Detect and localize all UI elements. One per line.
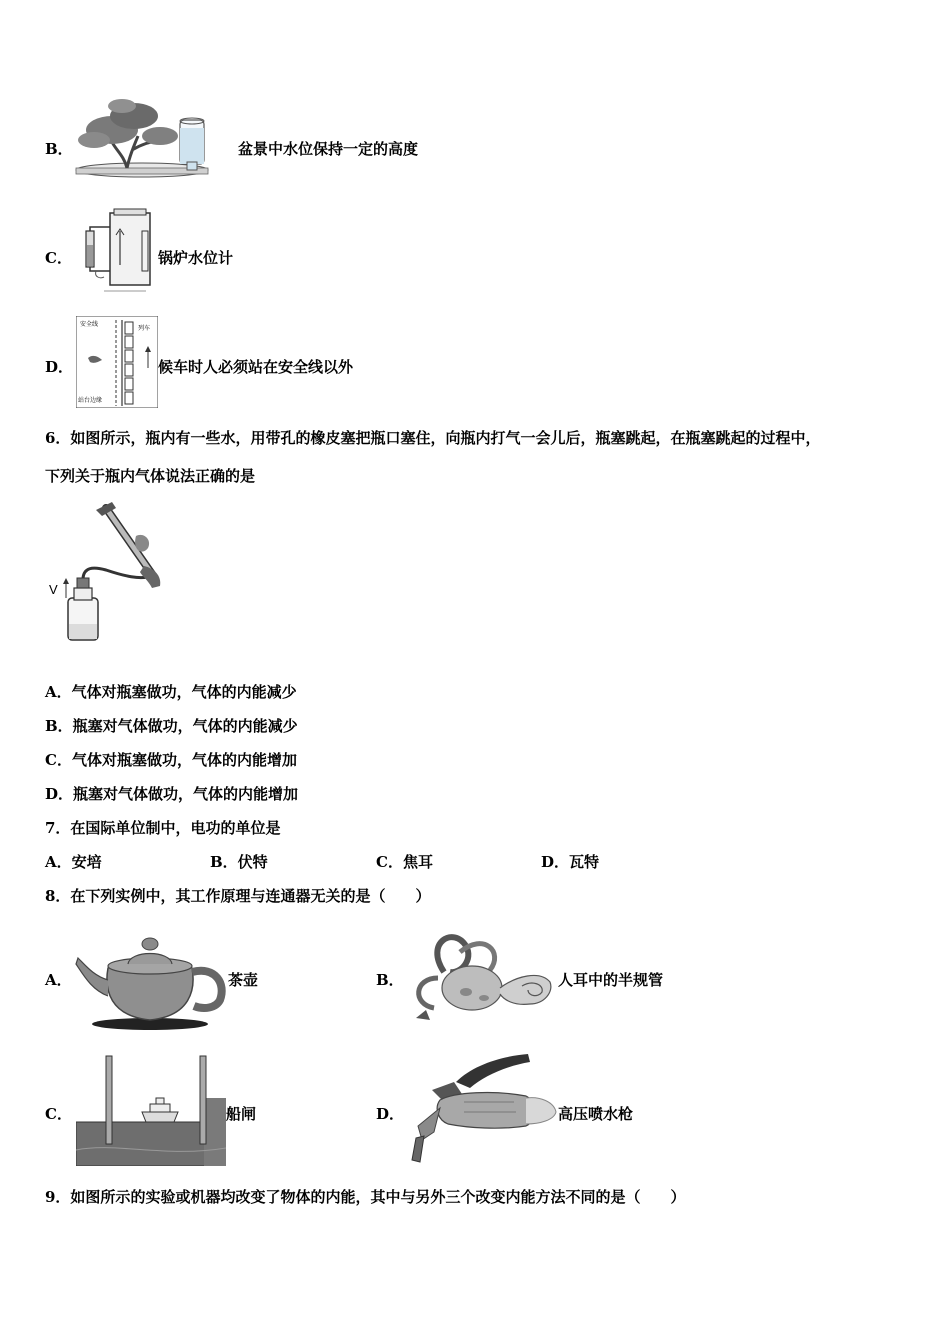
- q6-stem-line2: 下列关于瓶内气体说法正确的是: [45, 467, 256, 485]
- q5-option-d-letter: D．: [45, 358, 74, 376]
- q9-stem: 9．如图所示的实验或机器均改变了物体的内能，其中与另外三个改变内能方法不同的是（ ）: [45, 1188, 686, 1206]
- ear-canal-figure: [404, 922, 558, 1030]
- q8-option-c-caption: 船闸: [226, 1105, 257, 1123]
- q8-option-b-caption: 人耳中的半规管: [558, 971, 664, 989]
- q8-option-a-caption: 茶壶: [228, 971, 259, 989]
- q6-stem-line1: 6．如图所示，瓶内有一些水，用带孔的橡皮塞把瓶口塞住，向瓶内打气一会儿后，瓶塞跳起，在瓶塞跳起的过程中，: [45, 429, 821, 447]
- q7-stem: 7．在国际单位制中，电功的单位是: [45, 819, 281, 837]
- boiler-gauge-figure: [76, 205, 158, 295]
- q6-option-d[interactable]: D．瓶塞对气体做功，气体的内能增加: [45, 785, 299, 803]
- safety-line-label: 安全线: [80, 321, 99, 328]
- water-gun-figure: [404, 1052, 558, 1166]
- velocity-label: V: [49, 582, 58, 597]
- q8-option-b-letter: B．: [376, 971, 404, 989]
- train-safety-line-figure: [76, 316, 158, 408]
- q8-option-c-letter: C．: [45, 1105, 72, 1123]
- q6-option-c[interactable]: C．气体对瓶塞做功，气体的内能增加: [45, 751, 297, 769]
- q7-option-d[interactable]: D．瓦特: [541, 853, 600, 871]
- q8-option-a-letter: A．: [45, 971, 72, 989]
- bonsai-figure: [72, 98, 238, 184]
- q7-option-c[interactable]: C．焦耳: [376, 853, 433, 871]
- q6-option-b[interactable]: B．瓶塞对气体做功，气体的内能减少: [45, 717, 298, 735]
- teapot-figure: [74, 920, 228, 1032]
- q5-option-b-letter: B．: [45, 140, 73, 158]
- q5-option-c-letter: C．: [45, 249, 72, 267]
- q8-option-d-letter: D．: [376, 1105, 405, 1123]
- q5-option-c-caption: 锅炉水位计: [158, 249, 234, 267]
- q7-option-a[interactable]: A．安培: [45, 853, 102, 871]
- q6-option-a[interactable]: A．气体对瓶塞做功，气体的内能减少: [45, 683, 297, 701]
- ship-lock-figure: [76, 1054, 226, 1166]
- platform-edge-label: 站台边缘: [78, 397, 103, 404]
- bottle-pump-figure: [44, 496, 174, 646]
- q5-option-d-caption: 候车时人必须站在安全线以外: [158, 358, 354, 376]
- q7-option-b[interactable]: B．伏特: [210, 853, 268, 871]
- q5-option-b-caption: 盆景中水位保持一定的高度: [238, 140, 419, 158]
- q8-stem: 8．在下列实例中，其工作原理与连通器无关的是（ ）: [45, 887, 431, 905]
- train-label: 列车: [138, 325, 151, 332]
- q8-option-d-caption: 高压喷水枪: [558, 1105, 634, 1123]
